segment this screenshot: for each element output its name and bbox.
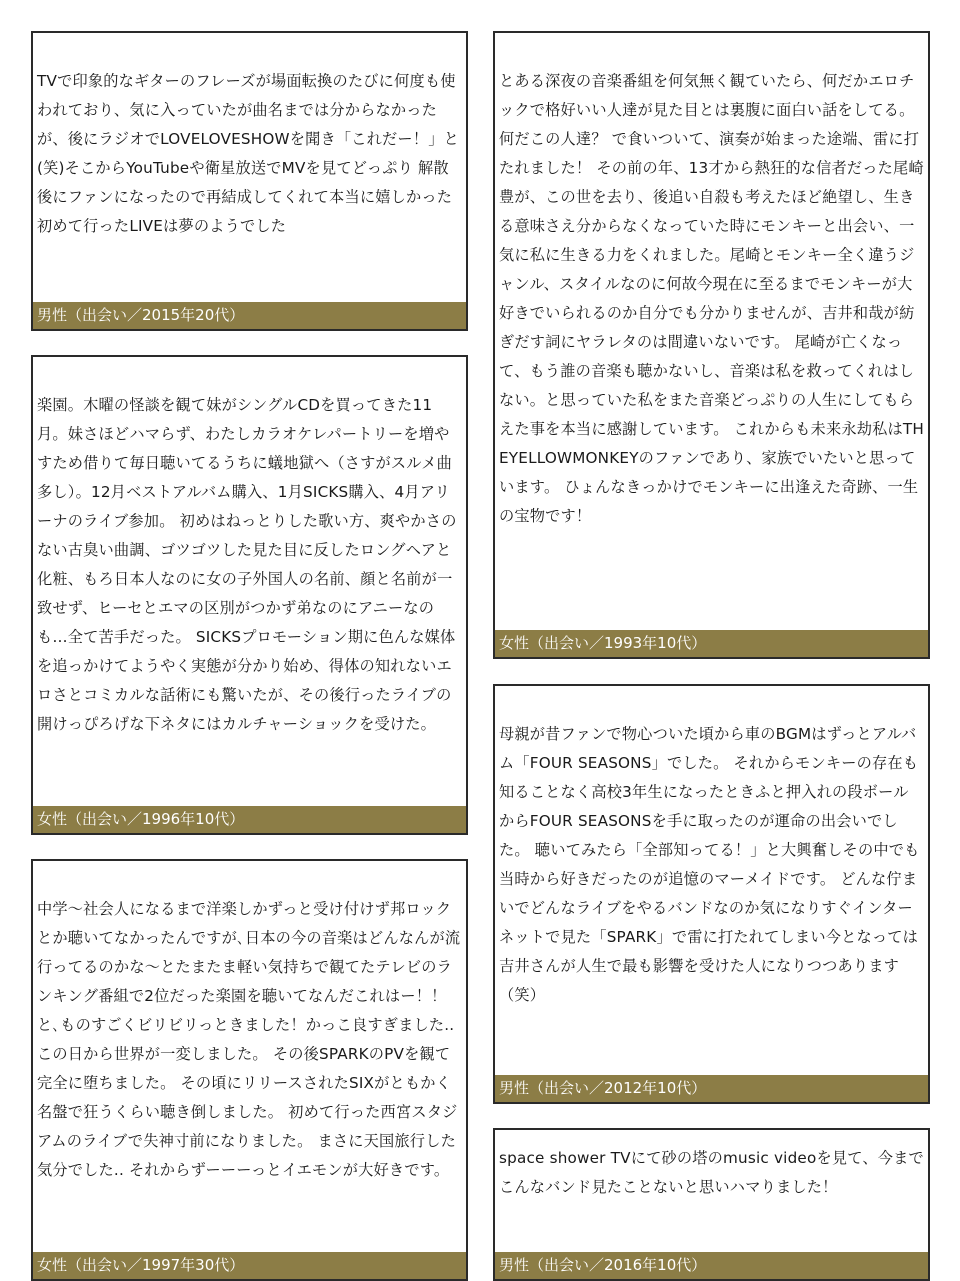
testimonial-text: TVで印象的なギターのフレーズが場面転換のたびに何度も使われており、気に入っていたが曲名までは分からなかったが、後にラジオでLOVELOVESHOWを聞き「これだー！」と(笑)そこからYouTubeや衛星放送でMVを見てどっぷり 解散後にファンになったので再結成してくれて本当に嬉しかった 初めて行ったLIVEは夢のようでした [37,72,459,235]
testimonial-card [493,1128,930,1281]
testimonial-text: space shower TVにて砂の塔のmusic videoを見て、今までこんなバンド見たことないと思いハマりました！ [499,1149,924,1196]
testimonial-card [31,31,468,331]
testimonial-text: とある深夜の音楽番組を何気無く観ていたら、何だかエロチックで格好いい人達が見た目とは裏腹に面白い話をしてる。何だこの人達？ で食いついて、演奏が始まった途端、雷に打たれました！ その前の年、13才から熱狂的な信者だった尾崎豊が、この世を去り、後追い自殺も考えたほど絶望し、生きる意味さえ分からなくなっていた時にモンキーと出会い、一気に私に生きる力をくれました。尾崎とモンキー全く違うジャンル、スタイルなのに何故今現在に至るまでモンキーが大好きでいられるのか自分でも分かりませんが、吉井和哉が紡ぎだす詞にヤラレタのは間違いないです。 尾崎が亡くなって、もう誰の音楽も聴かないし、音楽は私を救ってくれはしない。と思っていた私をまた音楽どっぷりの人生にしてもらえた事を本当に感謝しています。 これからも未来永劫私はTHEYELLOWMONKEYのファンであり、家族でいたいと思っています。 ひょんなきっかけでモンキーに出逢えた奇跡、一生の宝物です！ [499,72,924,525]
testimonial-text: 中学～社会人になるまで洋楽しかずっと受け付けず邦ロックとか聴いてなかったんですが､日本の今の音楽はどんなんが流行ってるのかな～とたまたま軽い気持ちで観てたテレビのランキング番組で2位だった楽園を聴いてなんだこれはー！！と､ものすごくビリビリっときました！かっこ良すぎました..この日から世界が一変しました。 その後SPARKのPVを観て完全に堕ちました。 その頃にリリースされたSIXがともかく名盤で狂うくらい聴き倒しました。 初めて行った西宮スタジアムのライブで失神寸前になりました。 まさに天国旅行した気分でした.. それからずーーーっとイエモンが大好きです。 [37,900,461,1179]
testimonial-profile: 女性（出会い／1993年10代） [495,630,928,657]
testimonial-card [31,355,468,835]
testimonial-profile: 男性（出会い／2012年10代） [495,1075,928,1102]
testimonial-profile: 女性（出会い／1996年10代） [33,806,466,833]
testimonial-text: 楽園。木曜の怪談を観て妹がシングルCDを買ってきた11月。妹さほどハマらず、わたしカラオケレパートリーを増やすため借りて毎日聴いてるうちに蟻地獄へ（さすがスルメ曲多し）。12月ベストアルバム購入、1月SICKS購入、4月アリーナのライブ参加。 初めはねっとりした歌い方、爽やかさのない古臭い曲調、ゴツゴツした見た目に反したロングヘアと化粧、もろ日本人なのに女の子外国人の名前、顔と名前が一致せず、ヒーセとエマの区別がつかず弟なのにアニーなのも…全て苦手だった。 SICKSプロモーション期に色んな媒体を追っかけてようやく実態が分かり始め、得体の知れないエロさとコミカルな話術にも驚いたが、その後行ったライブの開けっぴろげな下ネタにはカルチャーショックを受けた。 [37,396,457,733]
testimonial-profile: 男性（出会い／2016年10代） [495,1252,928,1279]
testimonial-card [31,859,468,1281]
testimonial-profile: 男性（出会い／2015年20代） [33,302,466,329]
testimonial-profile: 女性（出会い／1997年30代） [33,1252,466,1279]
testimonial-text: 母親が昔ファンで物心ついた頃から車のBGMはずっとアルバム「FOUR SEASONS」でした。 それからモンキーの存在も知ることなく高校3年生になったときふと押入れの段ボールからFOUR SEASONSを手に取ったのが運命の出会いでした。 聴いてみたら「全部知ってる！」と大興奮しその中でも当時から好きだったのが追憶のマーメイドです。 どんな佇まいでどんなライブをやるバンドなのか気になりすぐインターネットで見た「SPARK」で雷に打たれてしまい今となっては吉井さんが人生で最も影響を受けた人になりつつあります（笑） [499,725,920,1004]
testimonial-card [493,684,930,1104]
testimonial-card [493,31,930,659]
